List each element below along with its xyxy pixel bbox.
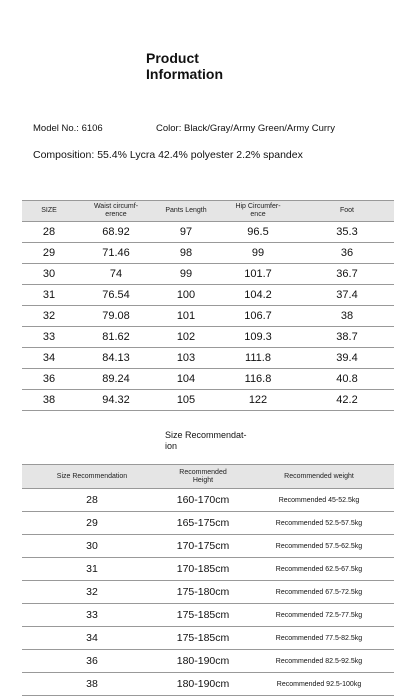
table-cell: 39.4 — [300, 348, 394, 369]
column-header: Recommended Height — [162, 465, 244, 489]
page-title-line1: Product — [146, 50, 199, 66]
table-cell: 36 — [22, 369, 76, 390]
table-cell: 170-175cm — [162, 535, 244, 558]
size-table-row — [22, 390, 394, 411]
table-cell: Recommended 62.5-67.5kg — [244, 558, 394, 581]
table-cell: 32 — [22, 581, 162, 604]
table-cell: Recommended 72.5-77.5kg — [244, 604, 394, 627]
table-cell: 30 — [22, 264, 76, 285]
table-cell: 38.7 — [300, 327, 394, 348]
size-table-header — [22, 201, 394, 222]
table-cell: 29 — [22, 243, 76, 264]
size-table-row — [22, 348, 394, 369]
table-cell: 36 — [22, 650, 162, 673]
table-cell: 34 — [22, 627, 162, 650]
table-cell: 38 — [22, 390, 76, 411]
recommendation-table-row — [22, 673, 394, 696]
model-number: Model No.: 6106 — [33, 123, 103, 134]
table-cell: Recommended 57.5-62.5kg — [244, 535, 394, 558]
size-table-row — [22, 243, 394, 264]
table-cell: 175-180cm — [162, 581, 244, 604]
table-cell: 104 — [156, 369, 216, 390]
table-cell: 99 — [216, 243, 300, 264]
table-cell: 96.5 — [216, 222, 300, 243]
table-cell: 42.2 — [300, 390, 394, 411]
table-cell: 165-175cm — [162, 512, 244, 535]
recommendation-title-text: Size Recommendat- ion — [165, 430, 247, 451]
table-cell: 31 — [22, 285, 76, 306]
size-table-row — [22, 306, 394, 327]
table-cell: 81.62 — [76, 327, 156, 348]
table-cell: 29 — [22, 512, 162, 535]
table-cell: 101.7 — [216, 264, 300, 285]
table-cell: 71.46 — [76, 243, 156, 264]
recommendation-table-row — [22, 558, 394, 581]
table-cell: 98 — [156, 243, 216, 264]
table-cell: 35.3 — [300, 222, 394, 243]
table-cell: 102 — [156, 327, 216, 348]
table-cell: 170-185cm — [162, 558, 244, 581]
size-table-row — [22, 369, 394, 390]
table-cell: 100 — [156, 285, 216, 306]
table-cell: 79.08 — [76, 306, 156, 327]
table-cell: 94.32 — [76, 390, 156, 411]
table-cell: 106.7 — [216, 306, 300, 327]
table-cell: 122 — [216, 390, 300, 411]
page-title-line2: Information — [146, 66, 223, 82]
table-cell: 97 — [156, 222, 216, 243]
table-cell: 105 — [156, 390, 216, 411]
table-cell: 180-190cm — [162, 650, 244, 673]
table-cell: 116.8 — [216, 369, 300, 390]
table-cell: 28 — [22, 489, 162, 512]
column-header: Waist circumf- erence — [76, 201, 156, 222]
size-table-row — [22, 222, 394, 243]
table-cell: Recommended 67.5-72.5kg — [244, 581, 394, 604]
table-cell: 111.8 — [216, 348, 300, 369]
table-cell: 103 — [156, 348, 216, 369]
table-cell: 38 — [300, 306, 394, 327]
column-header: Size Recommendation — [22, 465, 162, 489]
page-title — [146, 50, 223, 82]
table-cell: 89.24 — [76, 369, 156, 390]
table-cell: Recommended 77.5-82.5kg — [244, 627, 394, 650]
size-table-row — [22, 327, 394, 348]
table-cell: 34 — [22, 348, 76, 369]
recommendation-table-row — [22, 604, 394, 627]
table-cell: 28 — [22, 222, 76, 243]
column-header: Pants Length — [156, 201, 216, 222]
table-cell: Recommended 52.5-57.5kg — [244, 512, 394, 535]
table-cell: 99 — [156, 264, 216, 285]
recommendation-title — [165, 430, 255, 452]
table-cell: 68.92 — [76, 222, 156, 243]
table-cell: 37.4 — [300, 285, 394, 306]
table-cell: 104.2 — [216, 285, 300, 306]
color-options: Color: Black/Gray/Army Green/Army Curry — [156, 123, 335, 134]
recommendation-table-row — [22, 581, 394, 604]
table-cell: 31 — [22, 558, 162, 581]
table-cell: 32 — [22, 306, 76, 327]
table-cell: 36 — [300, 243, 394, 264]
size-table — [22, 200, 394, 411]
table-cell: 175-185cm — [162, 604, 244, 627]
table-cell: 101 — [156, 306, 216, 327]
table-cell: 33 — [22, 604, 162, 627]
table-cell: 38 — [22, 673, 162, 696]
recommendation-table-row — [22, 535, 394, 558]
column-header: Recommended weight — [244, 465, 394, 489]
table-cell: 40.8 — [300, 369, 394, 390]
table-cell: 30 — [22, 535, 162, 558]
size-table-row — [22, 285, 394, 306]
composition: Composition: 55.4% Lycra 42.4% polyester 2.2% spandex — [33, 149, 303, 161]
table-cell: 175-185cm — [162, 627, 244, 650]
table-cell: 33 — [22, 327, 76, 348]
table-cell: Recommended 92.5-100kg — [244, 673, 394, 696]
recommendation-table-row — [22, 512, 394, 535]
recommendation-table — [22, 464, 394, 696]
table-cell: Recommended 82.5-92.5kg — [244, 650, 394, 673]
recommendation-table-row — [22, 627, 394, 650]
table-cell: 180-190cm — [162, 673, 244, 696]
recommendation-table-header — [22, 465, 394, 489]
table-cell: 84.13 — [76, 348, 156, 369]
table-cell: 74 — [76, 264, 156, 285]
table-cell: Recommended 45-52.5kg — [244, 489, 394, 512]
table-cell: 109.3 — [216, 327, 300, 348]
recommendation-table-row — [22, 489, 394, 512]
table-cell: 160-170cm — [162, 489, 244, 512]
size-table-row — [22, 264, 394, 285]
column-header: SIZE — [22, 201, 76, 222]
table-cell: 76.54 — [76, 285, 156, 306]
recommendation-table-row — [22, 650, 394, 673]
column-header: Foot — [300, 201, 394, 222]
table-cell: 36.7 — [300, 264, 394, 285]
column-header: Hip Circumfer- ence — [216, 201, 300, 222]
